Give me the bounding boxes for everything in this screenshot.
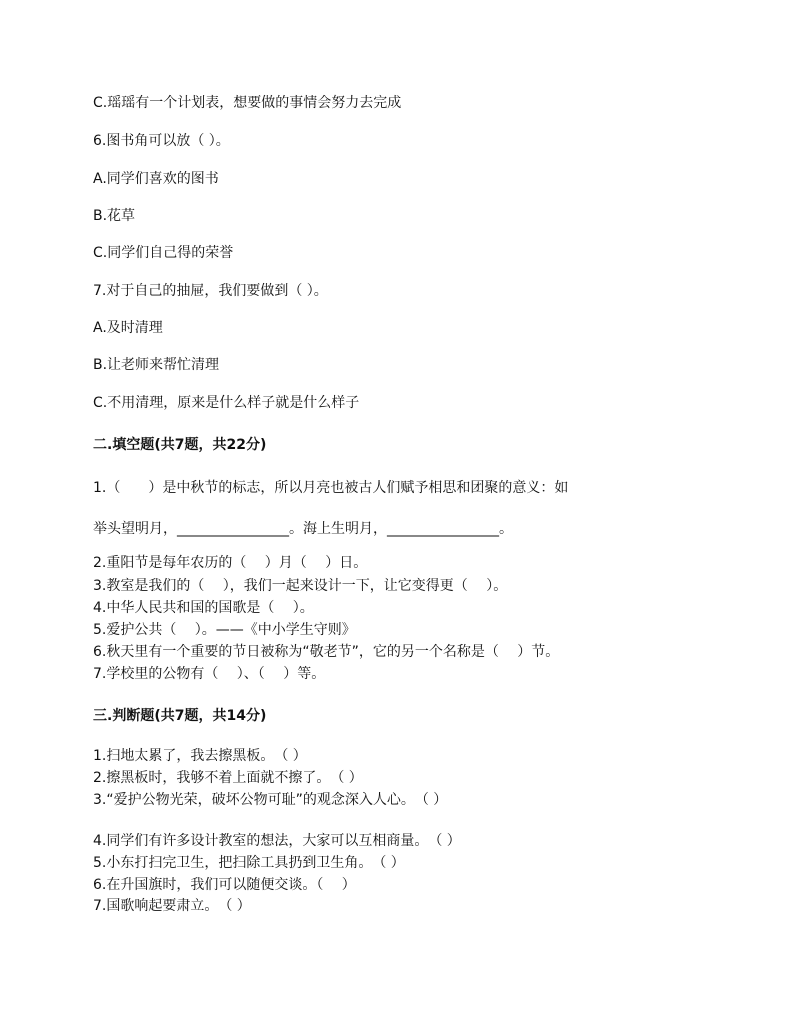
question-6-option-a: A.同学们喜欢的图书: [93, 171, 219, 187]
fill-question-4: 4.中华人民共和国的国歌是（ ）。: [93, 600, 314, 616]
question-7-stem: 7.对于自己的抽屉，我们要做到（ ）。: [93, 283, 328, 299]
fill-question-5: 5.爱护公共（ ）。——《中小学生守则》: [93, 622, 356, 638]
section-3-heading: 三.判断题(共7题，共14分): [93, 708, 267, 724]
question-7-option-b: B.让老师来帮忙清理: [93, 357, 220, 373]
question-6-option-b: B.花草: [93, 208, 136, 224]
fill-question-3: 3.教室是我们的（ ），我们一起来设计一下，让它变得更（ ）。: [93, 578, 508, 594]
judge-question-2: 2.擦黑板时，我够不着上面就不擦了。 （ ）: [93, 770, 363, 786]
judge-question-6: 6.在升国旗时，我们可以随便交谈。（ ）: [93, 877, 356, 893]
fill-question-2: 2.重阳节是每年农历的（ ）月（ ）日。: [93, 555, 368, 571]
section-2-heading: 二.填空题(共7题，共22分): [93, 437, 267, 453]
judge-question-3: 3.“爱护公物光荣，破坏公物可耻”的观念深入人心。 （ ）: [93, 792, 448, 808]
question-6-stem: 6.图书角可以放（ ）。: [93, 133, 230, 149]
fill-question-1-line-2: 举头望明月，________________。海上生明月，________________。: [93, 521, 513, 537]
fill-question-6: 6.秋天里有一个重要的节日被称为“敬老节”，它的另一个名称是（ ）节。: [93, 644, 560, 660]
question-7-option-c: C.不用清理，原来是什么样子就是什么样子: [93, 395, 360, 411]
fill-question-7: 7.学校里的公物有（ ）、（ ）等。: [93, 666, 326, 682]
question-5-option-c: C.瑶瑶有一个计划表，想要做的事情会努力去完成: [93, 95, 402, 111]
question-7-option-a: A.及时清理: [93, 320, 163, 336]
question-6-option-c: C.同学们自己得的荣誉: [93, 245, 234, 261]
judge-question-7: 7.国歌响起要肃立。 （ ）: [93, 898, 251, 914]
fill-question-1-line-1: 1.（ ）是中秋节的标志，所以月亮也被古人们赋予相思和团聚的意义：如: [93, 480, 569, 496]
judge-question-5: 5.小东打扫完卫生，把扫除工具扔到卫生角。 （ ）: [93, 855, 405, 871]
judge-question-1: 1.扫地太累了，我去擦黑板。 （ ）: [93, 748, 307, 764]
judge-question-4: 4.同学们有许多设计教室的想法，大家可以互相商量。 （ ）: [93, 833, 461, 849]
